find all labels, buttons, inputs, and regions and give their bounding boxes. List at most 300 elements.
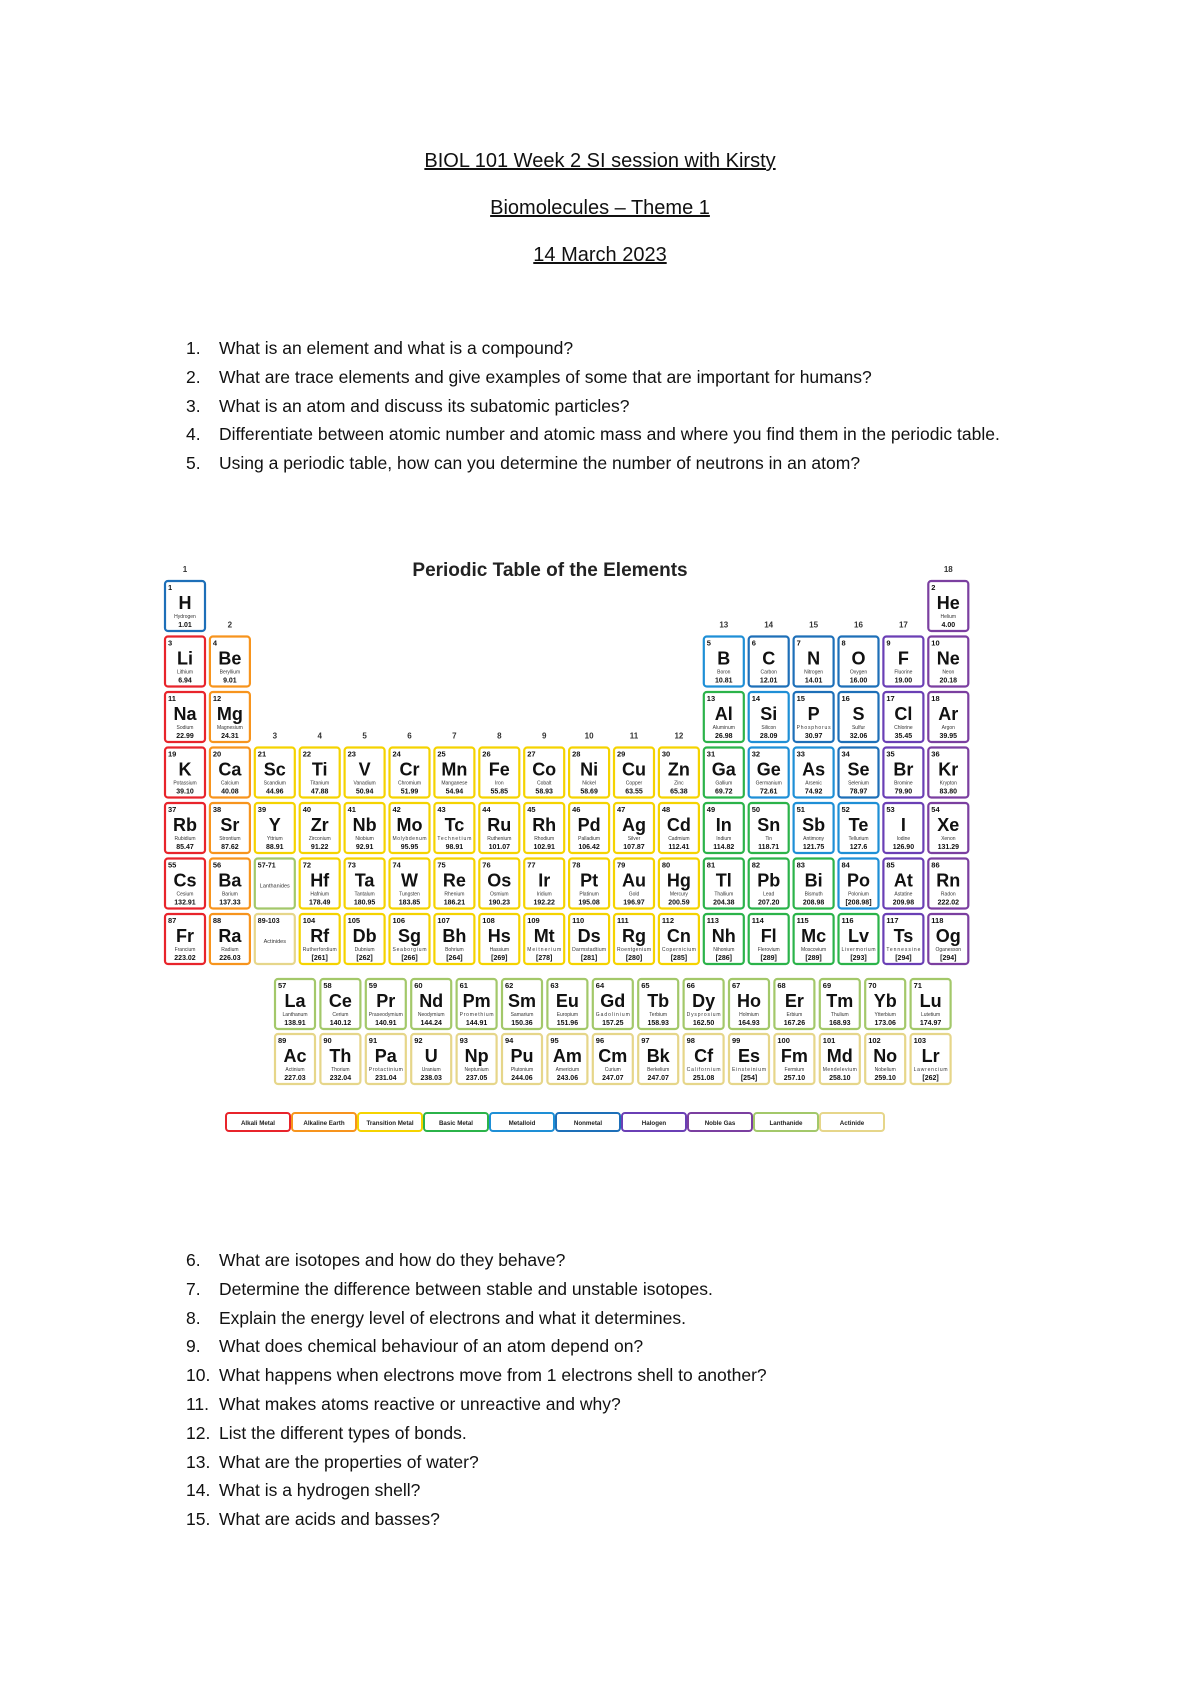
- atomic-mass: 243.06: [556, 1075, 579, 1082]
- atomic-number: 63: [550, 981, 559, 990]
- element-name: Thulium: [830, 1012, 849, 1018]
- question-item: [186, 1361, 1059, 1390]
- placeholder-lanthanide: [255, 859, 295, 909]
- element-symbol: Ra: [218, 926, 242, 946]
- atomic-mass: 85.47: [176, 844, 194, 851]
- element-te: [839, 803, 879, 853]
- element-o: [839, 637, 879, 687]
- atomic-mass: 26.98: [715, 733, 733, 740]
- atomic-mass: 78.97: [849, 788, 868, 796]
- atomic-number: 1: [168, 583, 173, 592]
- element-cf: [684, 1034, 724, 1084]
- element-name: Zinc: [674, 780, 684, 787]
- atomic-mass: 47.88: [310, 788, 329, 796]
- element-la: [275, 979, 315, 1029]
- atomic-mass: 137.33: [219, 899, 241, 907]
- element-symbol: Pt: [580, 870, 599, 891]
- element-h: [165, 581, 205, 631]
- element-in: [704, 803, 744, 853]
- element-symbol: Tm: [826, 991, 854, 1011]
- element-symbol: Au: [622, 870, 646, 891]
- atomic-number: 7: [796, 638, 801, 648]
- atomic-mass: 79.90: [894, 788, 913, 796]
- element-symbol: Nd: [419, 991, 444, 1011]
- question-text: What are the properties of water?: [219, 1451, 479, 1472]
- element-lv: [839, 914, 879, 964]
- legend-label: Nonmetal: [573, 1120, 603, 1127]
- element-nb: [345, 803, 385, 853]
- atomic-number: 51: [796, 805, 805, 814]
- atomic-mass: [281]: [580, 955, 598, 962]
- question-text: Differentiate between atomic number and atomic mass and where you find them in the periodic table.: [219, 424, 1000, 445]
- element-at: [883, 859, 923, 909]
- atomic-number: 96: [595, 1036, 605, 1045]
- element-symbol: Rf: [310, 926, 330, 946]
- atomic-number: 56: [212, 860, 222, 870]
- element-symbol: Mo: [396, 815, 423, 835]
- atomic-number: 59: [368, 981, 378, 990]
- element-symbol: Ta: [354, 870, 375, 891]
- element-name: Radium: [221, 947, 239, 953]
- atomic-mass: 10.81: [715, 677, 733, 685]
- atomic-number: 24: [392, 749, 401, 759]
- atomic-mass: 72.61: [759, 788, 778, 796]
- question-item: [186, 1390, 1059, 1419]
- question-text: What does chemical behaviour of an atom depend on?: [219, 1336, 644, 1357]
- element-xe: [928, 803, 968, 853]
- element-no: [865, 1034, 905, 1084]
- atomic-number: 33: [796, 749, 805, 759]
- element-sb: [794, 803, 834, 853]
- element-symbol: Ca: [218, 759, 242, 780]
- atomic-number: 97: [641, 1036, 650, 1045]
- atomic-number: 104: [302, 916, 316, 925]
- element-symbol: Xe: [937, 815, 960, 835]
- element-name: Holmium: [739, 1012, 759, 1018]
- element-symbol: Tb: [647, 991, 670, 1011]
- element-name: Astatine: [894, 891, 913, 898]
- atomic-number: 109: [527, 916, 540, 925]
- element-symbol: Tc: [444, 815, 465, 835]
- atomic-number: 62: [505, 981, 514, 990]
- element-yb: [865, 979, 905, 1029]
- element-symbol: Lr: [921, 1046, 940, 1066]
- element-name: Magnesium: [216, 725, 243, 731]
- element-symbol: Po: [846, 870, 871, 891]
- element-mc: [794, 914, 834, 964]
- element-symbol: Am: [552, 1046, 582, 1066]
- element-name: Terbium: [649, 1012, 668, 1018]
- atomic-number: 69: [822, 981, 832, 990]
- atomic-number: 10: [931, 638, 940, 648]
- atomic-mass: 22.99: [176, 733, 194, 740]
- element-ts: [883, 914, 923, 964]
- element-symbol: Ir: [538, 870, 551, 891]
- atomic-number: 105: [347, 916, 361, 925]
- element-cn: [659, 914, 699, 964]
- atomic-number: 42: [392, 805, 401, 814]
- atomic-mass: [254]: [740, 1075, 758, 1082]
- element-name: Strontium: [219, 836, 241, 842]
- atomic-number: 44: [482, 805, 491, 814]
- element-ag: [614, 803, 654, 853]
- element-name: Selenium: [848, 780, 869, 787]
- atomic-mass: 50.94: [355, 788, 374, 796]
- atomic-mass: 9.01: [223, 677, 237, 685]
- element-md: [820, 1034, 860, 1084]
- question-item: [186, 1448, 1059, 1477]
- atomic-number: 8: [841, 638, 846, 648]
- element-symbol: Cn: [666, 926, 691, 946]
- question-number: 10.: [186, 1365, 211, 1386]
- group-label: 7: [452, 731, 457, 741]
- element-symbol: V: [358, 759, 371, 780]
- atomic-number: 50: [751, 805, 761, 814]
- atomic-number: 98: [686, 1036, 695, 1045]
- element-symbol: Cr: [399, 759, 420, 780]
- element-symbol: Cs: [173, 870, 197, 891]
- atomic-number: 11: [168, 694, 176, 703]
- group-label: 16: [854, 620, 863, 630]
- atomic-number: 106: [392, 916, 406, 925]
- question-item: [186, 1246, 1059, 1275]
- element-c: [749, 637, 789, 687]
- question-number: 7.: [186, 1278, 201, 1299]
- placeholder-range: 57-71: [257, 862, 276, 870]
- element-name: Cesium: [176, 891, 194, 898]
- legend-item: [490, 1113, 554, 1131]
- element-pt: [569, 859, 609, 909]
- element-name: Bismuth: [804, 891, 823, 898]
- element-name: Neon: [942, 669, 955, 676]
- atomic-number: 15: [796, 694, 805, 703]
- atomic-mass: [289]: [805, 955, 822, 962]
- question-number: 2.: [186, 366, 201, 387]
- atomic-number: 43: [437, 805, 446, 814]
- element-symbol: Li: [177, 648, 193, 669]
- atomic-number: 74: [392, 860, 401, 870]
- placeholder-range: 89-103: [257, 918, 280, 925]
- atomic-mass: 227.03: [284, 1075, 306, 1082]
- element-name: Einsteinium: [732, 1067, 766, 1073]
- element-symbol: Cu: [622, 759, 646, 780]
- atomic-mass: 157.25: [602, 1020, 624, 1027]
- atomic-mass: 131.29: [937, 844, 960, 851]
- periodic-table-svg: [160, 558, 1060, 1198]
- atomic-number: 37: [168, 805, 177, 814]
- element-sr: [210, 803, 250, 853]
- element-symbol: P: [807, 704, 820, 724]
- atomic-mass: 112.41: [668, 844, 690, 851]
- group-label: 9: [541, 731, 547, 741]
- periodic-table-title: Periodic Table of the Elements: [412, 560, 688, 581]
- element-symbol: As: [802, 759, 826, 780]
- atomic-mass: [280]: [625, 955, 643, 962]
- atomic-mass: 69.72: [715, 788, 733, 796]
- element-symbol: Sg: [397, 926, 422, 946]
- element-symbol: La: [284, 991, 306, 1011]
- element-name: Copper: [625, 780, 643, 787]
- atomic-mass: 88.91: [266, 844, 284, 851]
- element-name: Bohrium: [445, 947, 464, 953]
- element-v: [345, 748, 385, 798]
- element-p: [794, 692, 834, 742]
- element-sg: [390, 914, 430, 964]
- element-symbol: Lu: [919, 991, 942, 1011]
- question-list-part-1: [186, 334, 1059, 478]
- element-symbol: Fe: [488, 759, 510, 780]
- element-hg: [659, 859, 699, 909]
- atomic-mass: 32.06: [849, 733, 868, 740]
- element-name: Scandium: [263, 780, 286, 787]
- element-as: [794, 748, 834, 798]
- element-al: [704, 692, 744, 742]
- atomic-mass: 173.06: [874, 1020, 896, 1027]
- atomic-mass: 44.96: [266, 788, 284, 796]
- atomic-mass: 223.02: [174, 955, 196, 962]
- element-symbol: Pr: [376, 991, 396, 1011]
- element-symbol: Br: [893, 759, 914, 780]
- legend-item: [820, 1113, 884, 1131]
- element-lr: [911, 1034, 951, 1084]
- atomic-number: 90: [323, 1036, 332, 1045]
- atomic-number: 5: [706, 638, 711, 648]
- element-name: Lithium: [176, 669, 194, 676]
- element-symbol: Be: [218, 648, 242, 669]
- atomic-mass: [294]: [895, 955, 912, 962]
- element-er: [774, 979, 814, 1029]
- element-symbol: Pm: [462, 991, 491, 1011]
- question-number: 15.: [186, 1509, 211, 1530]
- question-item: [186, 1419, 1059, 1448]
- element-name: Technetium: [437, 836, 472, 842]
- atomic-number: 54: [931, 805, 940, 814]
- element-name: Krypton: [939, 780, 957, 787]
- question-number: 6.: [186, 1250, 201, 1270]
- question-number: 3.: [186, 395, 201, 416]
- element-symbol: Er: [784, 991, 804, 1011]
- atomic-number: 87: [168, 916, 177, 925]
- question-number: 4.: [186, 424, 201, 445]
- element-name: Zirconium: [308, 836, 331, 842]
- element-hs: [479, 914, 519, 964]
- element-gd: [593, 979, 633, 1029]
- element-symbol: F: [897, 648, 909, 669]
- element-os: [479, 859, 519, 909]
- atomic-number: 102: [868, 1036, 881, 1045]
- element-name: Vanadium: [353, 780, 376, 787]
- element-symbol: Ti: [311, 759, 328, 780]
- element-name: Titanium: [310, 780, 330, 787]
- atomic-mass: 238.03: [420, 1075, 442, 1082]
- atomic-number: 9: [886, 638, 891, 648]
- element-name: Chlorine: [894, 725, 913, 731]
- element-symbol: Re: [442, 870, 466, 891]
- element-name: Rhenium: [444, 891, 465, 898]
- element-name: Cobalt: [536, 780, 552, 787]
- element-name: Oganesson: [935, 947, 962, 953]
- group-label: 4: [317, 731, 322, 741]
- element-name: Neodymium: [417, 1012, 445, 1018]
- atomic-number: 20: [212, 749, 222, 759]
- element-es: [729, 1034, 769, 1084]
- element-symbol: Ts: [893, 926, 914, 946]
- atomic-number: 16: [841, 694, 850, 703]
- element-symbol: Es: [737, 1046, 761, 1066]
- group-label: 5: [362, 731, 367, 741]
- element-mg: [210, 692, 250, 742]
- element-symbol: Mt: [533, 926, 555, 946]
- atomic-mass: 195.08: [578, 899, 600, 907]
- atomic-mass: 258.10: [829, 1075, 851, 1082]
- atomic-number: 118: [931, 916, 944, 925]
- element-name: Francium: [174, 947, 196, 953]
- atomic-mass: 101.07: [488, 844, 511, 851]
- atomic-mass: 24.31: [221, 733, 239, 740]
- question-number: 11.: [186, 1393, 210, 1414]
- element-name: Copernicium: [661, 947, 696, 953]
- element-symbol: Ac: [283, 1046, 307, 1066]
- atomic-mass: 4.00: [941, 622, 956, 629]
- atomic-mass: 30.97: [804, 733, 823, 740]
- element-th: [320, 1034, 360, 1084]
- element-name: Dubnium: [354, 947, 375, 953]
- element-name: Indium: [716, 836, 732, 842]
- element-symbol: Rb: [173, 815, 197, 835]
- element-ba: [210, 859, 250, 909]
- atomic-mass: 12.01: [759, 677, 778, 685]
- question-number: 8.: [186, 1307, 201, 1328]
- atomic-number: 21: [257, 749, 267, 759]
- atomic-mass: [262]: [922, 1075, 939, 1082]
- element-cl: [883, 692, 923, 742]
- question-text: Explain the energy level of electrons and what it determines.: [219, 1307, 686, 1328]
- atomic-number: 99: [732, 1036, 741, 1045]
- question-item: [186, 392, 1059, 421]
- atomic-mass: [278]: [536, 955, 553, 962]
- question-text: List the different types of bonds.: [219, 1422, 467, 1443]
- element-name: Uranium: [421, 1067, 441, 1073]
- document-title: BIOL 101 Week 2 SI session with Kirsty: [424, 150, 776, 172]
- element-rg: [614, 914, 654, 964]
- element-he: [928, 581, 968, 631]
- atomic-mass: 51.99: [400, 788, 419, 796]
- element-be: [210, 637, 250, 687]
- element-tm: [820, 979, 860, 1029]
- element-name: Darmstadtium: [572, 947, 607, 953]
- atomic-number: 29: [617, 749, 626, 759]
- atomic-mass: 58.93: [535, 788, 553, 796]
- element-ac: [275, 1034, 315, 1084]
- atomic-mass: 126.90: [892, 844, 915, 851]
- element-pr: [366, 979, 406, 1029]
- element-name: Iridium: [536, 891, 552, 898]
- atomic-number: 22: [302, 749, 312, 759]
- atomic-mass: 87.62: [221, 844, 239, 851]
- atomic-mass: 204.38: [713, 899, 735, 907]
- element-ne: [928, 637, 968, 687]
- element-symbol: Bh: [442, 926, 467, 946]
- atomic-number: 34: [841, 749, 850, 759]
- element-symbol: B: [717, 648, 731, 669]
- element-zr: [300, 803, 340, 853]
- element-symbol: Pd: [577, 815, 601, 835]
- legend-item: [622, 1113, 686, 1131]
- atomic-mass: 1.01: [178, 622, 192, 629]
- element-cd: [659, 803, 699, 853]
- element-name: Rhodium: [534, 836, 555, 842]
- atomic-mass: 144.91: [465, 1020, 488, 1027]
- atomic-number: 117: [886, 916, 899, 925]
- question-text: What is an element and what is a compound?: [219, 338, 574, 358]
- element-fm: [774, 1034, 814, 1084]
- atomic-number: 93: [459, 1036, 468, 1045]
- atomic-mass: 207.20: [757, 899, 780, 907]
- legend-label: Halogen: [641, 1120, 667, 1127]
- element-name: Bromine: [894, 780, 913, 787]
- placeholder-actinide: [255, 914, 295, 964]
- element-name: Berkelium: [647, 1067, 670, 1073]
- element-name: Ytterbium: [874, 1012, 896, 1018]
- question-item: [186, 420, 1059, 449]
- atomic-mass: [261]: [311, 955, 328, 962]
- element-symbol: Cl: [894, 704, 913, 724]
- element-symbol: Nh: [711, 926, 736, 946]
- atomic-mass: 259.10: [874, 1075, 896, 1082]
- atomic-number: 13: [706, 694, 716, 703]
- element-symbol: Pu: [510, 1046, 534, 1066]
- atomic-mass: 28.09: [759, 733, 778, 740]
- atomic-mass: 168.93: [829, 1020, 851, 1027]
- atomic-mass: 208.98: [802, 899, 825, 907]
- element-symbol: Ho: [737, 991, 761, 1011]
- atomic-mass: 150.36: [511, 1020, 533, 1027]
- element-u: [411, 1034, 451, 1084]
- element-symbol: In: [715, 815, 732, 835]
- element-name: Hassium: [489, 947, 510, 953]
- element-name: Nitrogen: [804, 669, 824, 676]
- atomic-number: 108: [482, 916, 495, 925]
- atomic-number: 25: [437, 749, 446, 759]
- element-ca: [210, 748, 250, 798]
- legend-item: [688, 1113, 752, 1131]
- element-name: Neptunium: [464, 1067, 489, 1073]
- element-mo: [390, 803, 430, 853]
- element-name: Polonium: [848, 891, 869, 898]
- element-symbol: Ce: [328, 991, 352, 1011]
- element-name: Phosphorus: [796, 725, 831, 731]
- element-symbol: Te: [848, 815, 869, 835]
- question-number: 5.: [186, 453, 201, 474]
- legend-label: Alkaline Earth: [303, 1120, 345, 1127]
- element-symbol: Pb: [757, 870, 781, 891]
- atomic-number: 39: [257, 805, 267, 814]
- atomic-mass: 144.24: [420, 1020, 442, 1027]
- element-symbol: At: [893, 870, 913, 891]
- document-subtitle: Biomolecules – Theme 1: [490, 197, 710, 219]
- atomic-number: 78: [572, 860, 581, 870]
- element-name: Cadmium: [668, 836, 690, 842]
- element-name: Nickel: [582, 780, 596, 787]
- element-name: Meitnerium: [527, 947, 562, 953]
- atomic-mass: 164.93: [738, 1020, 760, 1027]
- element-name: Praseodymium: [368, 1012, 403, 1018]
- element-symbol: Nb: [352, 815, 377, 835]
- atomic-mass: 118.71: [758, 844, 780, 851]
- element-name: Yttrium: [266, 836, 283, 842]
- element-symbol: Fl: [760, 926, 777, 946]
- element-k: [165, 748, 205, 798]
